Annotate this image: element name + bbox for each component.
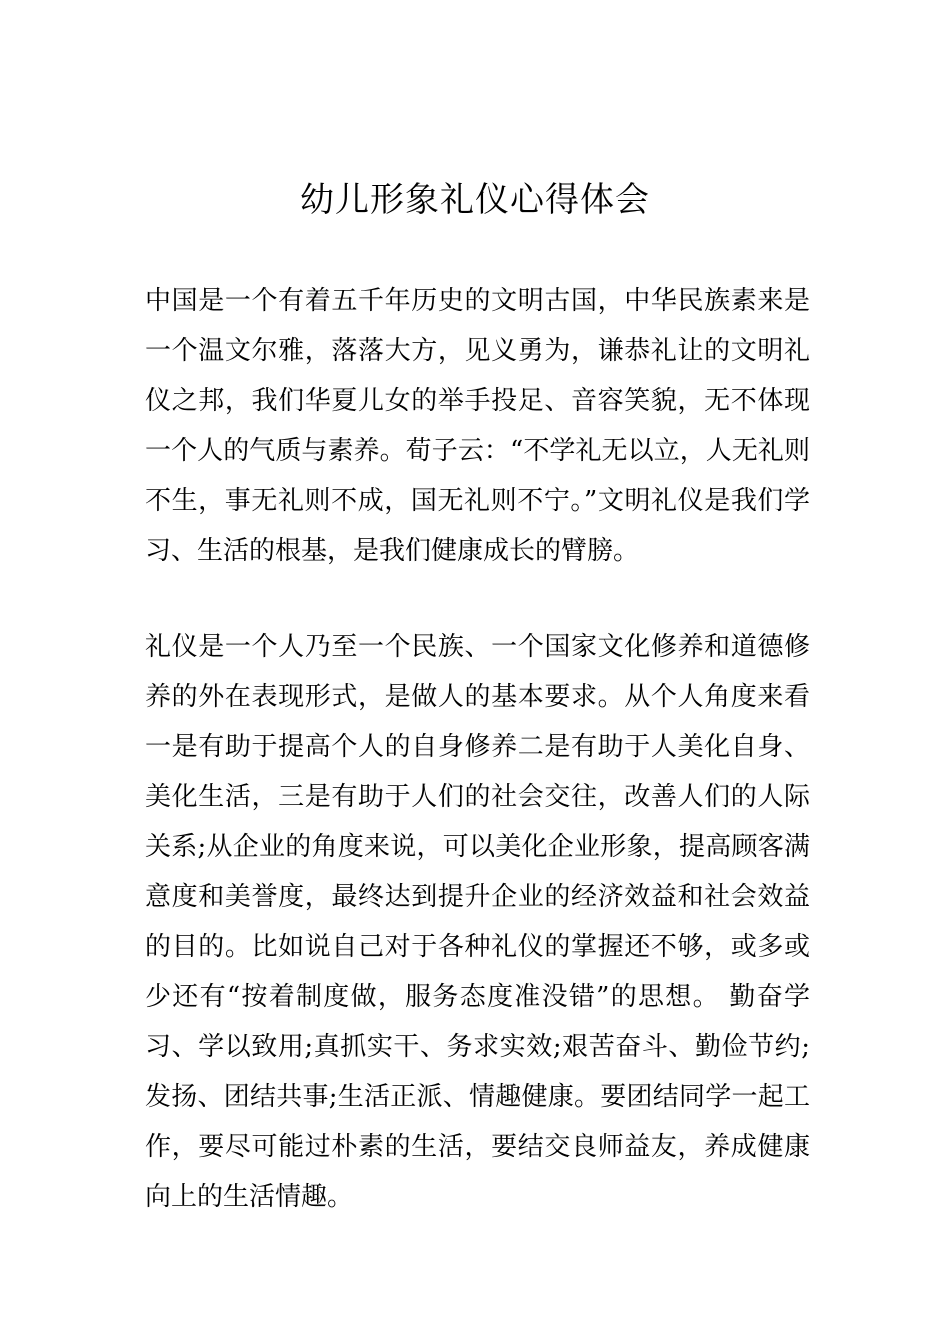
page-title: 幼儿形象礼仪心得体会: [300, 180, 650, 220]
paragraph-2: 礼仪是一个人乃至一个民族、一个国家文化修养和道德修养的外在表现形式，是做人的基本要求。从个人角度来看一是有助于提高个人的自身修养二是有助于人美化自身、美化生活，三是有助于人们的社会交往，改善人们的人际关系;从企业的角度来说，可以美化企业形象，提高顾客满意度和美誉度，最终达到提升企业的经济效益和社会效益的目的。比如说自己对于各种礼仪的掌握还不够，或多或少还有“按着制度做，服务态度准没错”的思想。 勤奋学习、学以致用;真抓实干、务求实效;艰苦奋斗、勤俭节约;发扬、团结共事;生活正派、情趣健康。要团结同学一起工作，要尽可能过朴素的生活，要结交良师益友，养成健康向上的生活情趣。: [145, 632, 810, 1212]
paragraph-1: 中国是一个有着五千年历史的文明古国，中华民族素来是一个温文尔雅，落落大方，见义勇为，谦恭礼让的文明礼仪之邦，我们华夏儿女的举手投足、音容笑貌，无不体现一个人的气质与素养。荀子云：“不学礼无以立，人无礼则不生，事无礼则不成，国无礼则不宁。”文明礼仪是我们学习、生活的根基，是我们健康成长的臂膀。: [145, 286, 810, 566]
